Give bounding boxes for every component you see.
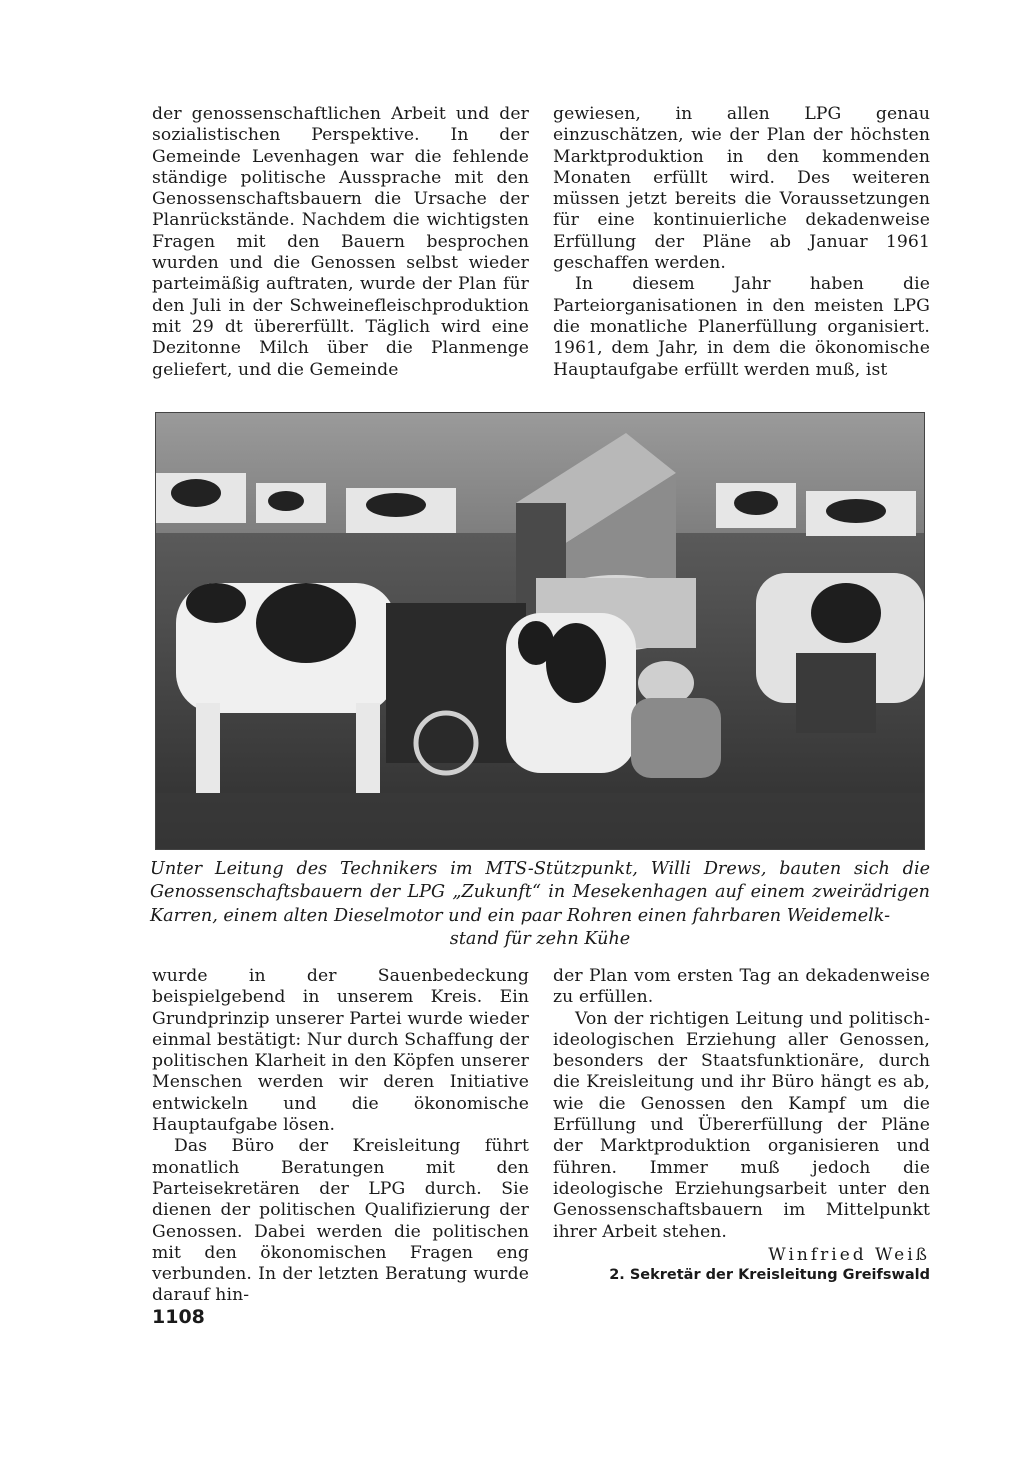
caption-last-line: stand für zehn Kühe [449, 929, 631, 950]
paragraph: In diesem Jahr haben die Parteiorganisationen in den meisten LPG die monatliche Planerfüllung organisiert. 1961, dem Jahr, in dem die ökonomische Hauptaufgabe erfüllt werden muß, ist [553, 274, 930, 380]
column-bottom-right [553, 966, 930, 1243]
caption-text: Unter Leitung des Technikers im MTS-Stützpunkt, Willi Drews, bauten sich die Genossenschaftsbauern der LPG „Zukunft“ in Mesekenhagen auf einem zweirädrigen Karren, einem alten Dieselmotor und ein paar Rohren einen fahrbaren Weidemelk- [150, 859, 930, 926]
paragraph: Von der richtigen Leitung und politisch-ideologischen Erziehung aller Genossen, besonders der Staatsfunktionäre, durch die Kreisleitung und ihr Büro hängt es ab, wie die Genossen den Kampf um die Erfüllung und Übererfüllung der Pläne der Marktproduktion organisieren und führen. Immer muß jedoch die ideologische Erziehungsarbeit unter den Genossenschaftsbauern im Mittelpunkt ihrer Arbeit stehen. [553, 1008, 930, 1242]
milking-stand-photo [155, 412, 925, 850]
photo-caption [150, 858, 930, 952]
author-title: 2. Sekretär der Kreisleitung Greifswald [609, 1267, 930, 1283]
paragraph: gewiesen, in allen LPG genau einzuschätzen, wie der Plan der höchsten Marktproduktion in den kommenden Monaten erfüllt wird. Des weiteren müssen jetzt bereits die Voraussetzungen für eine kontinuierliche dekadenweise Erfüllung der Pläne ab Januar 1961 geschaffen werden. [553, 104, 930, 274]
paragraph: wurde in der Sauenbedeckung beispielgebend in unserem Kreis. Ein Grundprinzip unserer Partei wurde wieder einmal bestätigt: Nur durch Schaffung der politischen Klarheit in den Köpfen unserer Menschen werden wir deren Initiative entwickeln und die ökonomische Hauptaufgabe lösen. [152, 966, 529, 1136]
paragraph: der genossenschaftlichen Arbeit und der sozialistischen Perspektive. In der Gemeinde Levenhagen war die fehlende ständige politische Aussprache mit den Genossenschaftsbauern die Ursache der Planrückstände. Nachdem die wichtigsten Fragen mit den Bauern besprochen wurden und die Genossen selbst wieder parteimäßig auftraten, wurde der Plan für den Juli in der Schweinefleischproduktion mit 29 dt übererfüllt. Täglich wird eine Dezitonne Milch über die Planmenge geliefert, und die Gemeinde [152, 104, 529, 380]
column-top-left [152, 104, 529, 381]
photo-image [156, 413, 924, 849]
column-bottom-left [152, 966, 529, 1307]
paragraph: der Plan vom ersten Tag an dekadenweise zu erfüllen. [553, 966, 930, 1008]
author-name: Winfried Weiß [768, 1245, 930, 1265]
paragraph: Das Büro der Kreisleitung führt monatlich Beratungen mit den Parteisekretären der LPG durch. Sie dienen der politischen Qualifizierung der Genossen. Dabei werden die politischen mit den ökonomischen Fragen eng verbunden. In der letzten Beratung wurde darauf hin- [152, 1136, 529, 1306]
page-number: 1108 [152, 1306, 205, 1328]
column-top-right [553, 104, 930, 381]
